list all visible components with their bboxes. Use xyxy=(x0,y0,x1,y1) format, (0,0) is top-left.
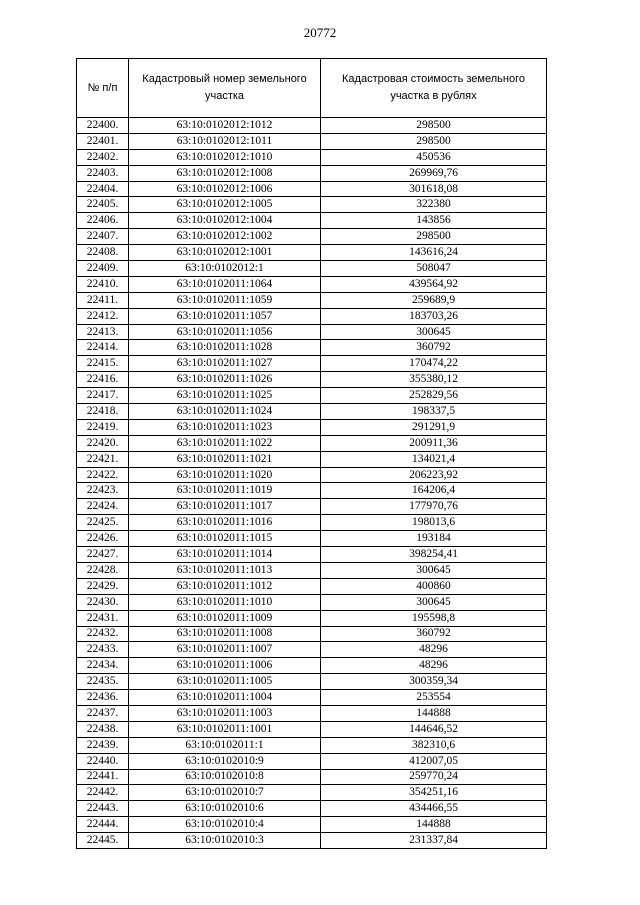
cadastral-number: 63:10:0102011:1008 xyxy=(129,626,321,642)
row-number: 22440. xyxy=(77,753,129,769)
cadastral-value: 183703,26 xyxy=(321,308,547,324)
row-number: 22412. xyxy=(77,308,129,324)
row-number: 22430. xyxy=(77,594,129,610)
table-row xyxy=(77,531,547,547)
cadastral-number: 63:10:0102010:4 xyxy=(129,817,321,833)
row-number: 22426. xyxy=(77,531,129,547)
row-number: 22406. xyxy=(77,213,129,229)
cadastral-number: 63:10:0102011:1019 xyxy=(129,483,321,499)
row-number: 22444. xyxy=(77,817,129,833)
cadastral-number: 63:10:0102010:7 xyxy=(129,785,321,801)
cadastral-value: 143856 xyxy=(321,213,547,229)
table-row xyxy=(77,658,547,674)
row-number: 22409. xyxy=(77,261,129,277)
row-number: 22429. xyxy=(77,578,129,594)
table-row xyxy=(77,181,547,197)
cadastral-value: 206223,92 xyxy=(321,467,547,483)
cadastral-number: 63:10:0102011:1059 xyxy=(129,292,321,308)
cadastral-value: 382310,6 xyxy=(321,737,547,753)
cadastral-value: 252829,56 xyxy=(321,388,547,404)
table-row xyxy=(77,197,547,213)
cadastral-value: 198013,6 xyxy=(321,515,547,531)
table-row xyxy=(77,372,547,388)
cadastral-number: 63:10:0102011:1015 xyxy=(129,531,321,547)
cadastral-value: 269969,76 xyxy=(321,165,547,181)
header-cadastral-value: Кадастровая стоимость земельного участка в рублях xyxy=(321,59,547,118)
table-row xyxy=(77,674,547,690)
cadastral-value: 450536 xyxy=(321,149,547,165)
row-number: 22441. xyxy=(77,769,129,785)
table-row xyxy=(77,388,547,404)
cadastral-number: 63:10:0102010:8 xyxy=(129,769,321,785)
cadastral-number: 63:10:0102011:1025 xyxy=(129,388,321,404)
cadastral-value: 300359,34 xyxy=(321,674,547,690)
row-number: 22407. xyxy=(77,229,129,245)
cadastral-value: 400860 xyxy=(321,578,547,594)
row-number: 22420. xyxy=(77,435,129,451)
cadastral-value: 354251,16 xyxy=(321,785,547,801)
cadastral-number: 63:10:0102011:1006 xyxy=(129,658,321,674)
cadastral-value: 144888 xyxy=(321,817,547,833)
row-number: 22411. xyxy=(77,292,129,308)
cadastral-number: 63:10:0102011:1010 xyxy=(129,594,321,610)
cadastral-value: 439564,92 xyxy=(321,276,547,292)
cadastral-number: 63:10:0102011:1026 xyxy=(129,372,321,388)
table-row xyxy=(77,594,547,610)
table-body xyxy=(77,118,547,849)
cadastral-value: 143616,24 xyxy=(321,245,547,261)
row-number: 22415. xyxy=(77,356,129,372)
cadastral-number: 63:10:0102011:1004 xyxy=(129,690,321,706)
table-row xyxy=(77,467,547,483)
table-row xyxy=(77,801,547,817)
cadastral-value: 144888 xyxy=(321,705,547,721)
row-number: 22417. xyxy=(77,388,129,404)
cadastral-value: 412007,05 xyxy=(321,753,547,769)
table-row xyxy=(77,435,547,451)
row-number: 22403. xyxy=(77,165,129,181)
cadastral-number: 63:10:0102011:1 xyxy=(129,737,321,753)
cadastral-number: 63:10:0102011:1023 xyxy=(129,419,321,435)
cadastral-number: 63:10:0102012:1010 xyxy=(129,149,321,165)
table-row xyxy=(77,483,547,499)
table-row xyxy=(77,308,547,324)
table-row xyxy=(77,833,547,849)
cadastral-number: 63:10:0102011:1057 xyxy=(129,308,321,324)
cadastral-value-table xyxy=(76,58,547,849)
cadastral-value: 300645 xyxy=(321,324,547,340)
row-number: 22404. xyxy=(77,181,129,197)
row-number: 22433. xyxy=(77,642,129,658)
cadastral-number: 63:10:0102011:1028 xyxy=(129,340,321,356)
cadastral-number: 63:10:0102012:1008 xyxy=(129,165,321,181)
cadastral-value: 48296 xyxy=(321,658,547,674)
cadastral-number: 63:10:0102011:1009 xyxy=(129,610,321,626)
row-number: 22445. xyxy=(77,833,129,849)
row-number: 22422. xyxy=(77,467,129,483)
cadastral-value: 291291,9 xyxy=(321,419,547,435)
cadastral-number: 63:10:0102011:1017 xyxy=(129,499,321,515)
table-row xyxy=(77,785,547,801)
row-number: 22401. xyxy=(77,133,129,149)
table-row xyxy=(77,610,547,626)
row-number: 22437. xyxy=(77,705,129,721)
cadastral-number: 63:10:0102011:1021 xyxy=(129,451,321,467)
cadastral-number: 63:10:0102012:1006 xyxy=(129,181,321,197)
row-number: 22419. xyxy=(77,419,129,435)
cadastral-number: 63:10:0102011:1003 xyxy=(129,705,321,721)
row-number: 22408. xyxy=(77,245,129,261)
table-row xyxy=(77,340,547,356)
table-row xyxy=(77,149,547,165)
table-row xyxy=(77,419,547,435)
row-number: 22424. xyxy=(77,499,129,515)
table-row xyxy=(77,562,547,578)
table-row xyxy=(77,737,547,753)
table-row xyxy=(77,578,547,594)
row-number: 22402. xyxy=(77,149,129,165)
cadastral-value: 355380,12 xyxy=(321,372,547,388)
cadastral-value: 195598,8 xyxy=(321,610,547,626)
row-number: 22418. xyxy=(77,404,129,420)
table-row xyxy=(77,769,547,785)
cadastral-value: 200911,36 xyxy=(321,435,547,451)
row-number: 22425. xyxy=(77,515,129,531)
table-row xyxy=(77,404,547,420)
cadastral-value: 322380 xyxy=(321,197,547,213)
header-cadastral-number: Кадастровый номер земельного участка xyxy=(129,59,321,118)
table-row xyxy=(77,705,547,721)
cadastral-number: 63:10:0102010:6 xyxy=(129,801,321,817)
table-row xyxy=(77,753,547,769)
table-row xyxy=(77,292,547,308)
row-number: 22435. xyxy=(77,674,129,690)
cadastral-value: 298500 xyxy=(321,133,547,149)
row-number: 22438. xyxy=(77,721,129,737)
table-row xyxy=(77,324,547,340)
cadastral-value: 259689,9 xyxy=(321,292,547,308)
table-row xyxy=(77,245,547,261)
row-number: 22427. xyxy=(77,547,129,563)
cadastral-value: 434466,55 xyxy=(321,801,547,817)
row-number: 22428. xyxy=(77,562,129,578)
row-number: 22413. xyxy=(77,324,129,340)
cadastral-number: 63:10:0102012:1002 xyxy=(129,229,321,245)
table-row xyxy=(77,515,547,531)
table-row xyxy=(77,276,547,292)
row-number: 22423. xyxy=(77,483,129,499)
cadastral-number: 63:10:0102011:1014 xyxy=(129,547,321,563)
table-row xyxy=(77,133,547,149)
cadastral-value: 193184 xyxy=(321,531,547,547)
cadastral-number: 63:10:0102012:1004 xyxy=(129,213,321,229)
cadastral-value: 300645 xyxy=(321,562,547,578)
row-number: 22416. xyxy=(77,372,129,388)
table-row xyxy=(77,165,547,181)
table-row xyxy=(77,642,547,658)
row-number: 22436. xyxy=(77,690,129,706)
cadastral-number: 63:10:0102012:1 xyxy=(129,261,321,277)
cadastral-number: 63:10:0102012:1012 xyxy=(129,118,321,134)
cadastral-value: 177970,76 xyxy=(321,499,547,515)
cadastral-number: 63:10:0102011:1001 xyxy=(129,721,321,737)
table-row xyxy=(77,817,547,833)
cadastral-value: 508047 xyxy=(321,261,547,277)
cadastral-value: 360792 xyxy=(321,626,547,642)
cadastral-value: 231337,84 xyxy=(321,833,547,849)
cadastral-number: 63:10:0102010:9 xyxy=(129,753,321,769)
table-row xyxy=(77,261,547,277)
cadastral-number: 63:10:0102011:1056 xyxy=(129,324,321,340)
row-number: 22439. xyxy=(77,737,129,753)
cadastral-number: 63:10:0102011:1005 xyxy=(129,674,321,690)
table-row xyxy=(77,118,547,134)
table-row xyxy=(77,451,547,467)
cadastral-value: 398254,41 xyxy=(321,547,547,563)
table-row xyxy=(77,626,547,642)
row-number: 22434. xyxy=(77,658,129,674)
row-number: 22432. xyxy=(77,626,129,642)
table-row xyxy=(77,213,547,229)
table-header-row xyxy=(77,59,547,118)
table-row xyxy=(77,690,547,706)
cadastral-value: 300645 xyxy=(321,594,547,610)
row-number: 22400. xyxy=(77,118,129,134)
table-row xyxy=(77,721,547,737)
row-number: 22442. xyxy=(77,785,129,801)
cadastral-number: 63:10:0102012:1001 xyxy=(129,245,321,261)
row-number: 22405. xyxy=(77,197,129,213)
cadastral-number: 63:10:0102011:1016 xyxy=(129,515,321,531)
cadastral-value: 253554 xyxy=(321,690,547,706)
cadastral-number: 63:10:0102011:1013 xyxy=(129,562,321,578)
table-row xyxy=(77,356,547,372)
cadastral-value: 48296 xyxy=(321,642,547,658)
cadastral-number: 63:10:0102012:1011 xyxy=(129,133,321,149)
cadastral-number: 63:10:0102011:1020 xyxy=(129,467,321,483)
cadastral-value: 298500 xyxy=(321,229,547,245)
header-num: № п/п xyxy=(77,59,129,118)
cadastral-value: 198337,5 xyxy=(321,404,547,420)
cadastral-number: 63:10:0102011:1022 xyxy=(129,435,321,451)
cadastral-value: 164206,4 xyxy=(321,483,547,499)
cadastral-number: 63:10:0102011:1064 xyxy=(129,276,321,292)
page-number: 20772 xyxy=(303,25,337,40)
row-number: 22431. xyxy=(77,610,129,626)
cadastral-value: 144646,52 xyxy=(321,721,547,737)
cadastral-number: 63:10:0102011:1012 xyxy=(129,578,321,594)
cadastral-number: 63:10:0102011:1024 xyxy=(129,404,321,420)
row-number: 22443. xyxy=(77,801,129,817)
cadastral-value: 298500 xyxy=(321,118,547,134)
cadastral-value: 170474,22 xyxy=(321,356,547,372)
row-number: 22410. xyxy=(77,276,129,292)
row-number: 22414. xyxy=(77,340,129,356)
cadastral-number: 63:10:0102011:1027 xyxy=(129,356,321,372)
table-row xyxy=(77,229,547,245)
cadastral-value: 259770,24 xyxy=(321,769,547,785)
cadastral-value: 134021,4 xyxy=(321,451,547,467)
table-row xyxy=(77,547,547,563)
table-row xyxy=(77,499,547,515)
cadastral-number: 63:10:0102011:1007 xyxy=(129,642,321,658)
row-number: 22421. xyxy=(77,451,129,467)
cadastral-number: 63:10:0102012:1005 xyxy=(129,197,321,213)
cadastral-number: 63:10:0102010:3 xyxy=(129,833,321,849)
cadastral-value: 301618,08 xyxy=(321,181,547,197)
cadastral-value: 360792 xyxy=(321,340,547,356)
